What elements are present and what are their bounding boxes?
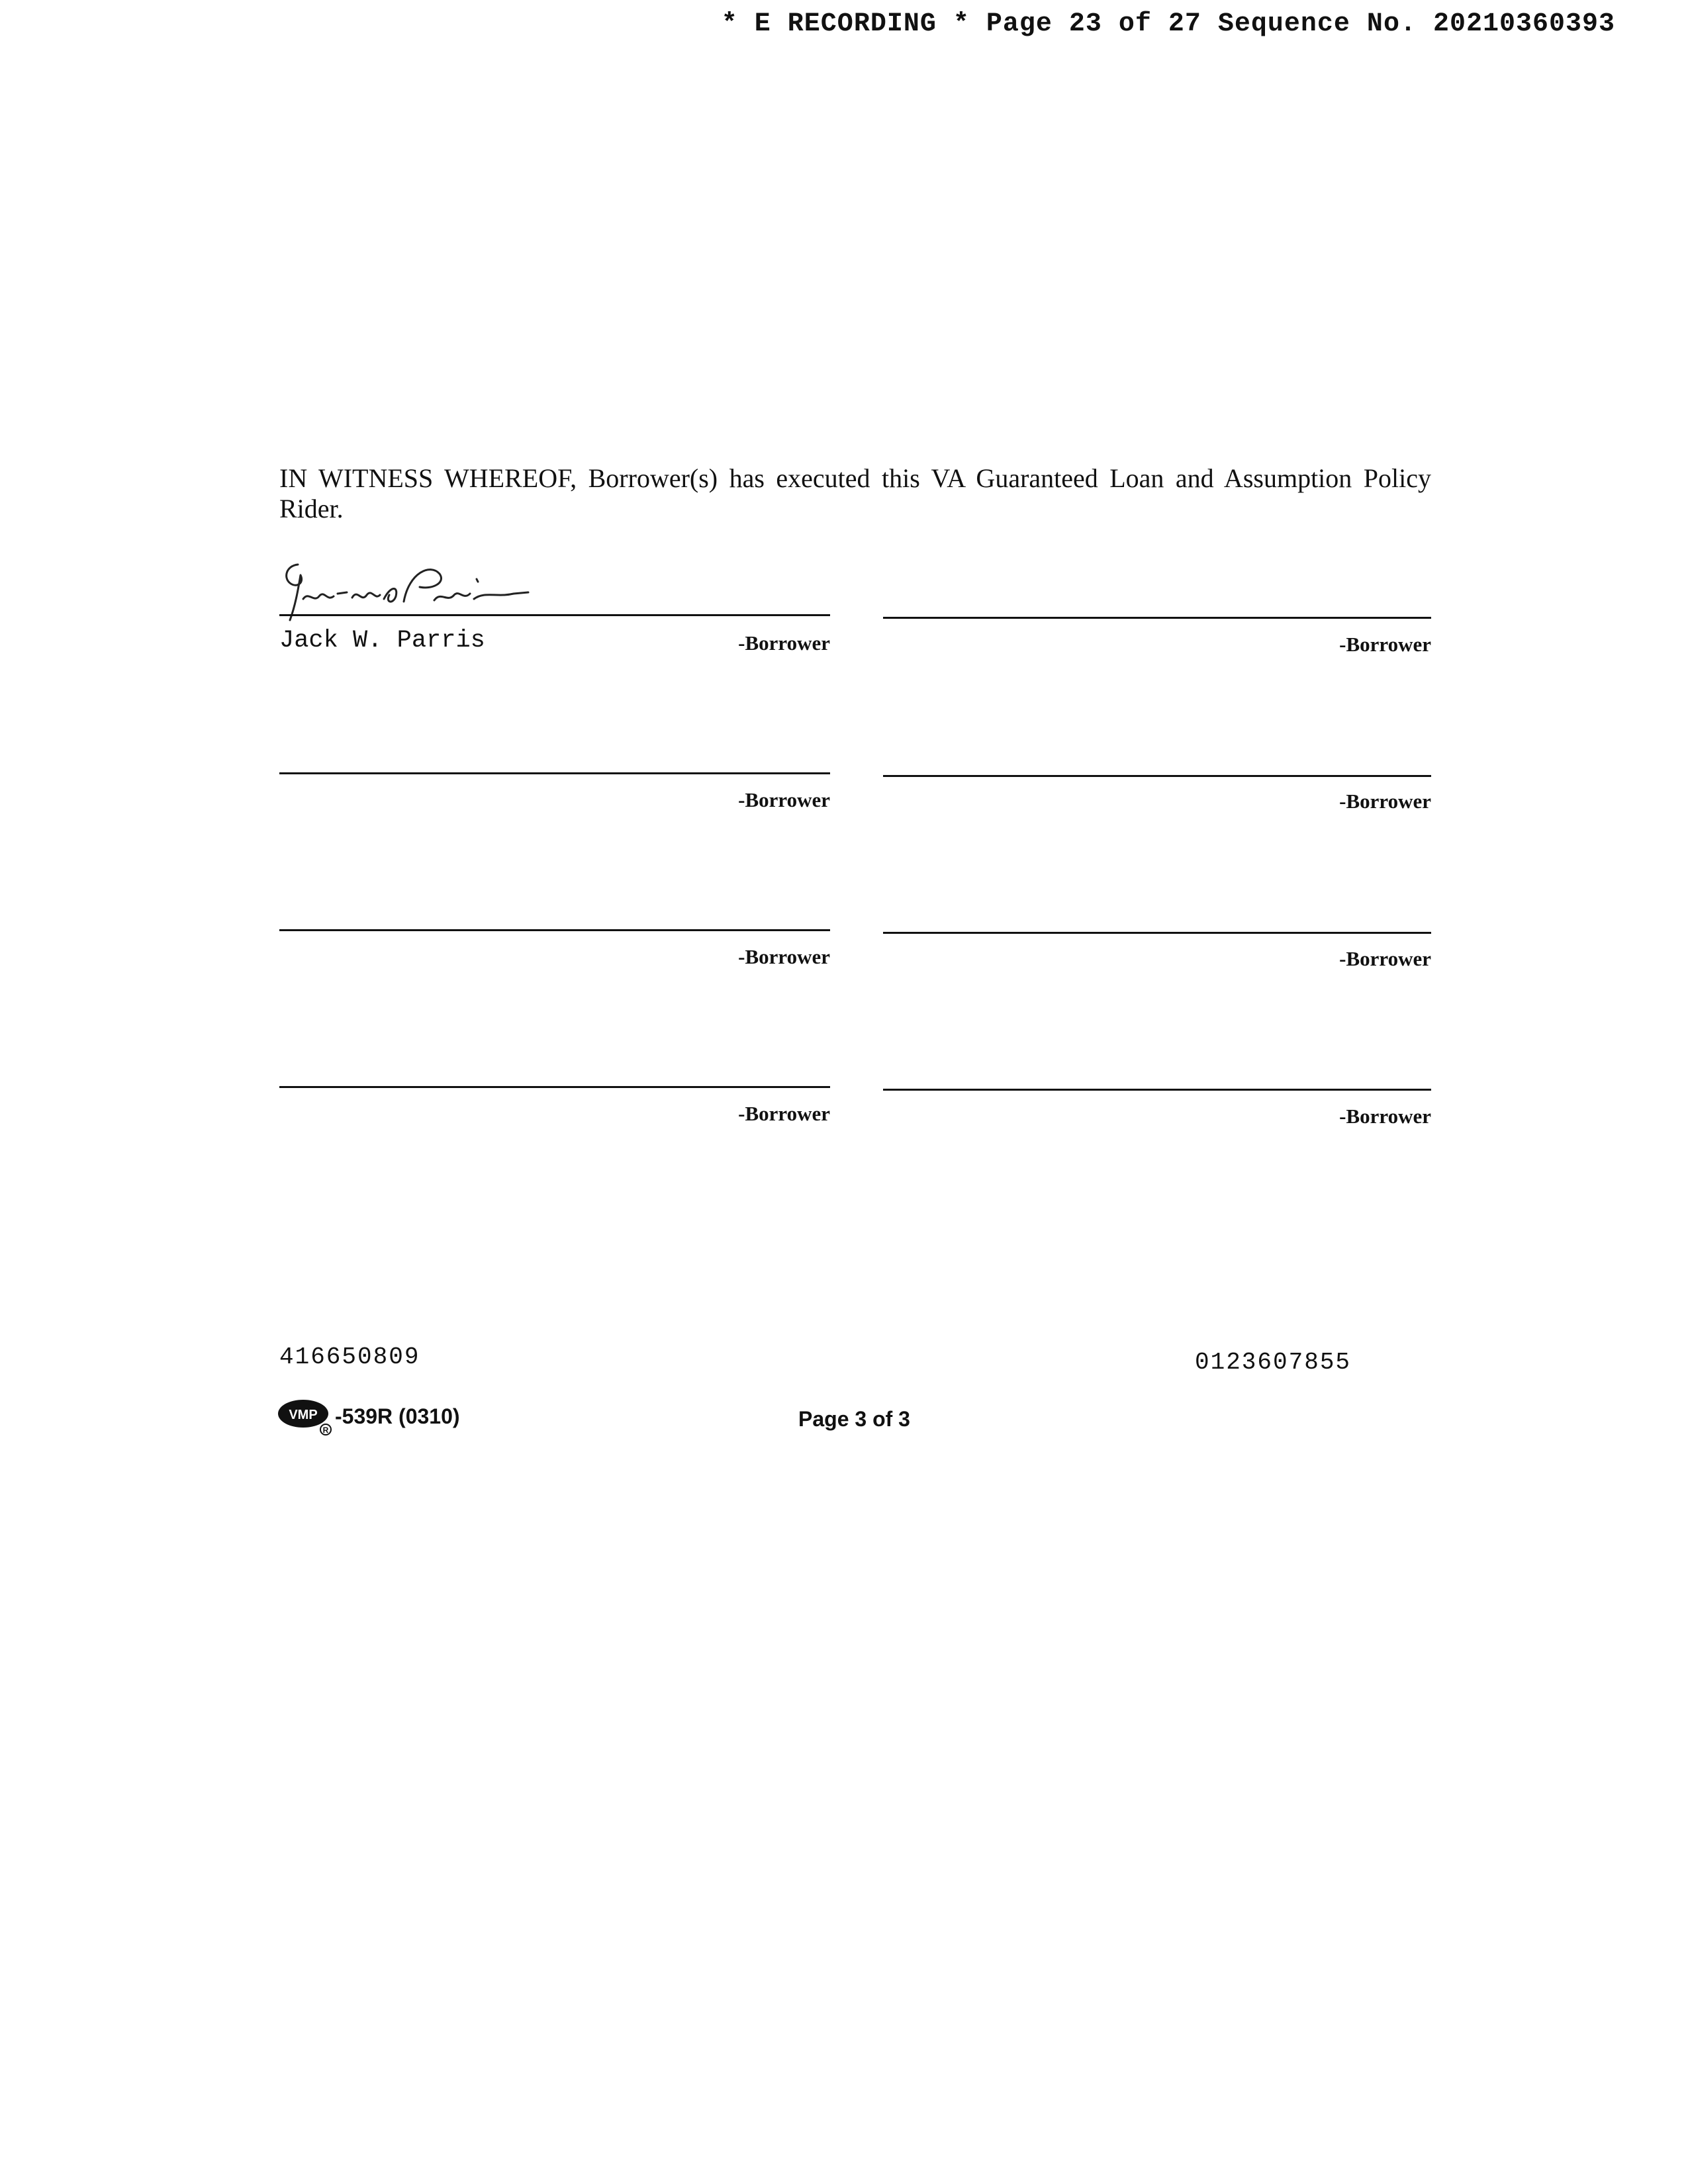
loan-number-left: 416650809 — [279, 1343, 420, 1371]
borrower-caption: -Borrower — [738, 788, 830, 811]
borrower-caption: -Borrower — [738, 945, 830, 968]
borrower-caption: -Borrower — [1339, 790, 1431, 813]
svg-text:R: R — [322, 1426, 329, 1435]
signature-line — [279, 929, 830, 931]
vmp-logo-text: VMP — [289, 1408, 318, 1422]
signature-line — [883, 1089, 1431, 1091]
signature-line — [883, 617, 1431, 619]
handwritten-signature — [278, 559, 569, 632]
signature-line — [883, 775, 1431, 777]
signature-line — [279, 614, 830, 616]
borrower-typed-name: Jack W. Parris — [279, 627, 485, 655]
form-code: -539R (0310) — [335, 1404, 460, 1428]
recording-header: * E RECORDING * Page 23 of 27 Sequence No. 20210360393 — [721, 9, 1615, 39]
signature-line — [883, 932, 1431, 934]
borrower-caption: -Borrower — [738, 631, 830, 655]
loan-number-right: 0123607855 — [1195, 1349, 1352, 1376]
borrower-caption: -Borrower — [1339, 1105, 1431, 1128]
borrower-caption: -Borrower — [1339, 947, 1431, 970]
signature-line — [279, 1086, 830, 1088]
vmp-logo-icon — [277, 1398, 334, 1437]
page-number: Page 3 of 3 — [798, 1407, 910, 1431]
signature-line — [279, 772, 830, 774]
witness-clause: IN WITNESS WHEREOF, Borrower(s) has executed this VA Guaranteed Loan and Assumption Policy Rider. — [279, 463, 1431, 523]
borrower-caption: -Borrower — [738, 1102, 830, 1125]
borrower-caption: -Borrower — [1339, 633, 1431, 656]
